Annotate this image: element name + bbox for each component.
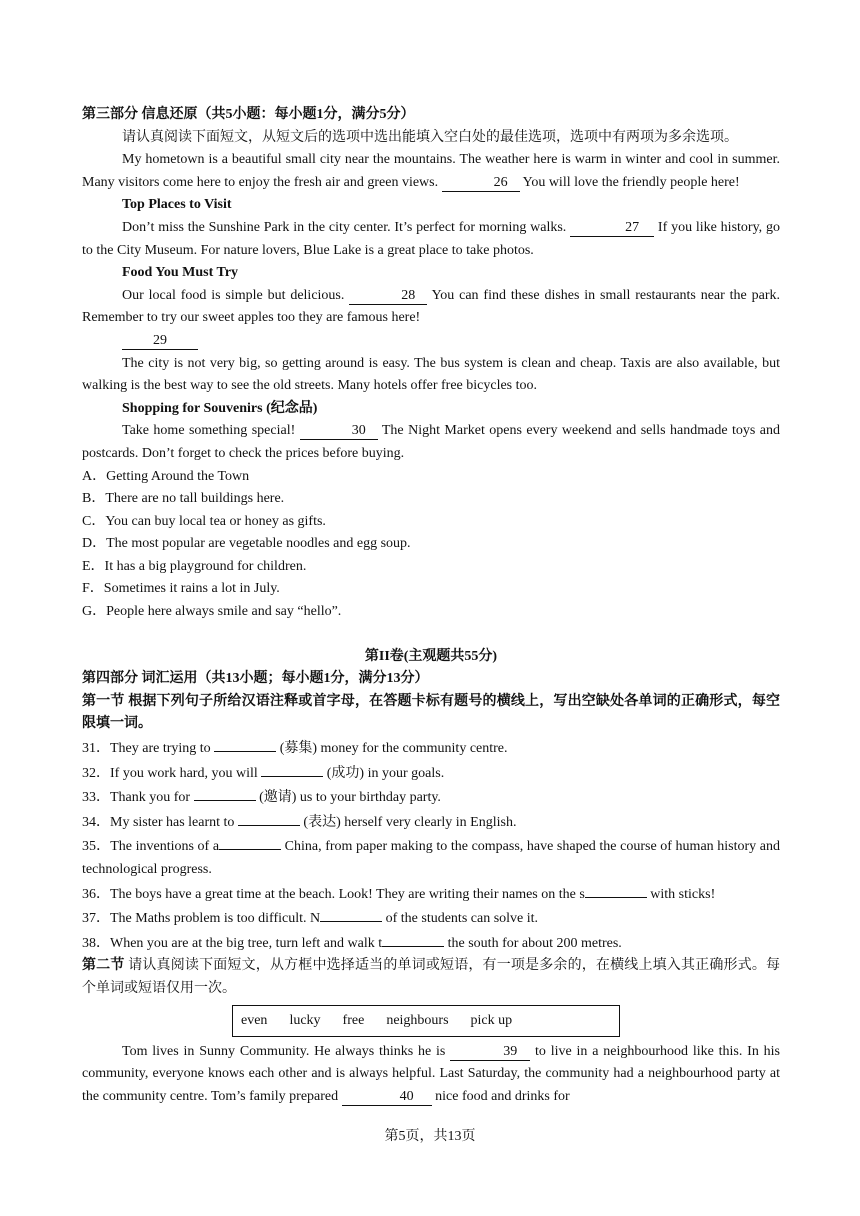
blank-26[interactable]: 26: [442, 174, 520, 192]
option-b: B．There are no tall buildings here.: [82, 491, 285, 507]
blank-40[interactable]: 40: [342, 1088, 432, 1106]
blank-29[interactable]: 29: [122, 332, 198, 350]
blank-27[interactable]: 27: [570, 219, 654, 237]
blank-28[interactable]: 28: [349, 287, 427, 305]
option-c: C．You can buy local tea or honey as gifts.: [82, 513, 326, 529]
passage-paragraph-5: Take home something special! 30 The Night Market opens every weekend and sells handmade toys and postcards. Don’t forget to check the prices before buying.: [82, 423, 780, 461]
subheading-food: Food You Must Try: [122, 265, 239, 281]
part3-heading: 第三部分 信息还原（共5小题：每小题1分，满分5分）: [82, 107, 415, 122]
passage-paragraph-4: The city is not very big, so getting around is easy. The bus system is clean and cheap. Taxis are also available, but walking is the best way to see the old streets. Many hotels offer free bicycles too.: [82, 355, 780, 394]
blank-30[interactable]: 30: [300, 422, 378, 440]
passage-paragraph-1: My hometown is a beautiful small city near the mountains. The weather here is warm in winter and cool in summer. Many visitors come here to enjoy the fresh air and green views. 26 You will love the friendly people here!: [82, 152, 780, 190]
answer-blank-35[interactable]: [219, 834, 281, 850]
option-g: G．People here always smile and say “hello”.: [82, 604, 342, 620]
word-option: lucky: [289, 1012, 321, 1028]
question-31: 31．They are trying to (募集) money for the community centre.: [82, 736, 780, 761]
answer-blank-37[interactable]: [320, 906, 382, 922]
question-37: 37．The Maths problem is too difficult. N of the students can solve it.: [82, 906, 780, 931]
question-32: 32．If you work hard, you will (成功) in your goals.: [82, 761, 780, 786]
word-option: even: [241, 1012, 268, 1028]
option-e: E．It has a big playground for children.: [82, 558, 307, 574]
subheading-top-places: Top Places to Visit: [122, 197, 232, 213]
subheading-shopping: Shopping for Souvenirs (纪念品): [122, 400, 318, 416]
section1-heading: 第一节 根据下列句子所给汉语注释或首字母，在答题卡标有题号的横线上，写出空缺处各单词的正确形式，每空限填一词。: [82, 693, 780, 732]
question-36: 36．The boys have a great time at the beach. Look! They are writing their names on the s with sticks!: [82, 882, 780, 907]
question-34: 34．My sister has learnt to (表达) herself very clearly in English.: [82, 810, 780, 835]
exam-page: [82, 104, 780, 1108]
option-a: A．Getting Around the Town: [82, 468, 250, 484]
volume-2-title: 第II卷(主观题共55分): [364, 648, 498, 664]
part3-instruction: 请认真阅读下面短文，从短文后的选项中选出能填入空白处的最佳选项，选项中有两项为多余选项。: [122, 129, 738, 145]
question-35: 35．The inventions of a China, from paper making to the compass, have shaped the course of human history and technological progress.: [82, 834, 780, 881]
passage-paragraph-2: Don’t miss the Sunshine Park in the city center. It’s perfect for morning walks. 27 If you like history, go to the City Museum. For nature lovers, Blue Lake is a great place to take photos.: [82, 219, 780, 258]
subheading-blank-29: [82, 330, 780, 353]
passage-paragraph-3: Our local food is simple but delicious. 28 You can find these dishes in small restaurants near the park. Remember to try our sweet apples too they are famous here!: [82, 287, 780, 326]
answer-blank-36[interactable]: [585, 882, 647, 898]
option-f: F．Sometimes it rains a lot in July.: [82, 581, 280, 597]
question-33: 33．Thank you for (邀请) us to your birthday party.: [82, 785, 780, 810]
answer-blank-38[interactable]: [382, 931, 444, 947]
part4-heading: 第四部分 词汇运用（共13小题；每小题1分，满分13分）: [82, 671, 429, 687]
page-number: 第5页，共13页: [384, 1129, 476, 1144]
word-box: [232, 1005, 620, 1037]
word-option: pick up: [470, 1012, 513, 1028]
answer-blank-31[interactable]: [214, 736, 276, 752]
option-d: D．The most popular are vegetable noodles and egg soup.: [82, 536, 411, 552]
answer-blank-34[interactable]: [238, 810, 300, 826]
section2-heading: 第二节 请认真阅读下面短文，从方框中选择适当的单词或短语，有一项是多余的，在横线上填入其正确形式。每个单词或短语仅用一次。: [82, 958, 781, 996]
spacer: [82, 624, 780, 646]
word-option: free: [342, 1012, 365, 1028]
answer-blank-33[interactable]: [194, 785, 256, 801]
question-38: 38．When you are at the big tree, turn left and walk t the south for about 200 metres.: [82, 931, 780, 956]
word-option: neighbours: [386, 1012, 449, 1028]
section2-passage: Tom lives in Sunny Community. He always thinks he is 39 to live in a neighbourhood like this. In his community, everyone knows each other and is always helpful. Last Saturday, the community had a neighbourhood party at the community centre. Tom’s family prepared 40 nice food and drinks for: [82, 1043, 780, 1104]
answer-blank-32[interactable]: [261, 761, 323, 777]
blank-39[interactable]: 39: [450, 1043, 530, 1061]
